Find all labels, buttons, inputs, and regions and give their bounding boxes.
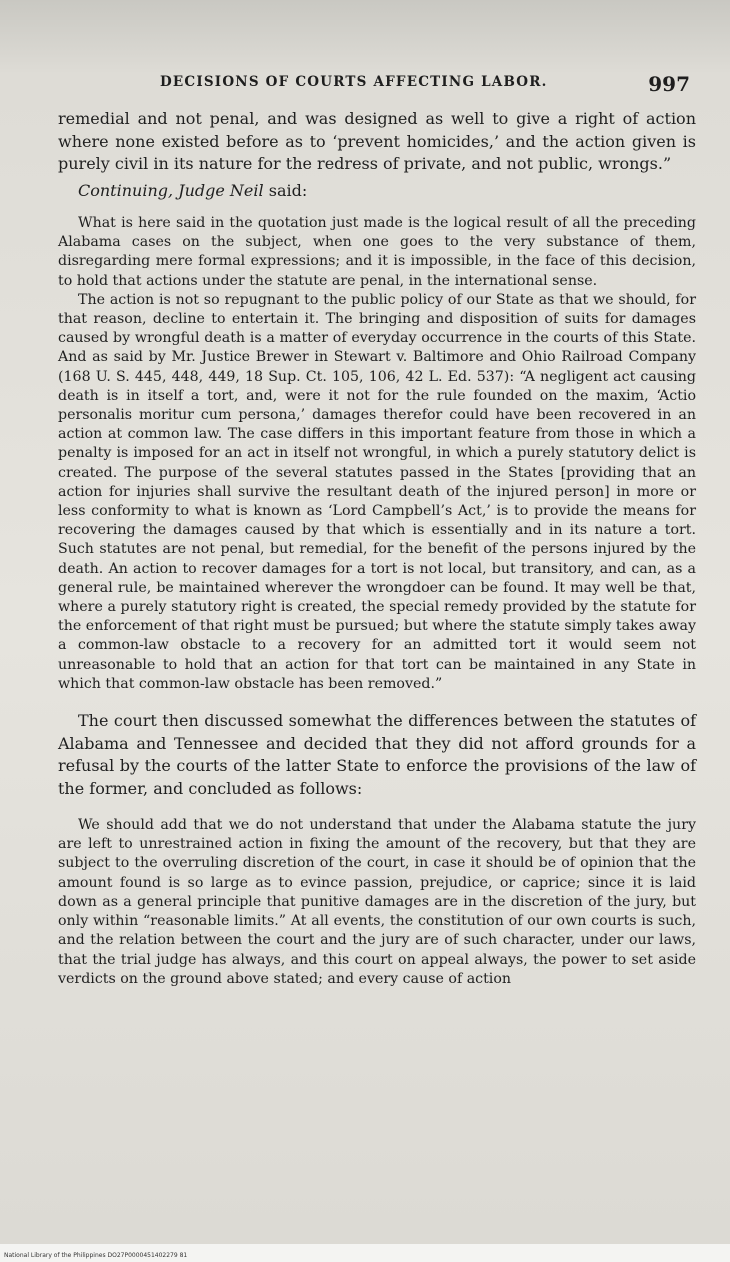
page-header xyxy=(160,72,700,100)
paragraph-court-discussed: The court then discussed somewhat the differences between the statutes of Alabama and Tennessee and decided that they did not afford grounds for a refusal by the courts of the latter State to enforce the provisions of the law of the former, and concluded as follows: xyxy=(58,711,696,798)
paragraph-remedial: remedial and not penal, and was designed as well to give a right of action where none existed before as to ‘prevent homicides,’ and the action given is purely civil in its nature for the redress of private, and not public, wrongs.” xyxy=(58,109,696,173)
continuing-rest: said: xyxy=(263,180,308,200)
quoted-paragraph-policy: The action is not so repugnant to the public policy of our State as that we should, for that reason, decline to entertain it. The bringing and disposition of suits for damages caused by wrongful death is a matter of everyday occurrence in the courts of this State. And as said by Mr. Justice Brewer in Stewart v. Baltimore and Ohio Railroad Company (168 U. S. 445, 448, 449, 18 Sup. Ct. 105, 106, 42 L. Ed. 537): “A negligent act causing death is in itself a tort, and, were it not for the rule founded on the maxim, ‘Actio personalis moritur cum persona,’ damages therefor could have been recovered in an action at common law. The case differs in this important feature from those in which a penalty is imposed for an act in itself not wrongful, in which a purely statutory delict is created. The purpose of the several statutes passed in the States [providing that an action for injuries shall survive the resultant death of the injured person] in more or less conformity to what is known as ‘Lord Campbell’s Act,’ is to provide the means for recovering the damages caused by that which is essentially and in its nature a tort. Such statutes are not penal, but remedial, for the benefit of the persons injured by the death. An action to recover damages for a tort is not local, but transitory, and can, as a general rule, be maintained wherever the wrongdoer can be found. It may well be that, where a purely statutory right is created, the special remedy provided by the statute for the enforcement of that right must be pursued; but where the statute simply takes away a common-law obstacle to a recovery for an admitted tort it would seem not unreasonable to hold that an action for that tort can be maintained in any State in which that common-law obstacle has been removed.” xyxy=(58,291,696,692)
continuing-italic: Continuing, Judge Neil xyxy=(78,180,264,200)
paragraph-continuing xyxy=(58,180,696,203)
page-number: 997 xyxy=(648,72,690,96)
body-text xyxy=(58,108,696,989)
quoted-paragraph-jury: We should add that we do not understand that under the Alabama statute the jury are left to unrestrained action in fixing the amount of the recovery, but that they are subject to the overruling discretion of the court, in case it should be of opinion that the amount found is so large as to evince passion, prejudice, or caprice; since it is laid down as a general principle that punitive damages are in the discretion of the jury, but only within “reasonable limits.” At all events, the constitution of our own courts is such, and the relation between the court and the jury are of such character, under our laws, that the trial judge has always, and this court on appeal always, the power to set aside verdicts on the ground above stated; and every cause of action xyxy=(58,817,696,987)
scan-credit: National Library of the Philippines DO27P0000451402279 81 xyxy=(4,1252,188,1259)
running-head: DECISIONS OF COURTS AFFECTING LABOR. xyxy=(160,74,548,90)
quoted-paragraph-alabama: What is here said in the quotation just made is the logical result of all the preceding Alabama cases on the subject, when one goes to the very substance of them, disregarding mere formal expressions; and it is impossible, in the face of this decision, to hold that actions under the statute are penal, in the international sense. xyxy=(58,215,696,289)
